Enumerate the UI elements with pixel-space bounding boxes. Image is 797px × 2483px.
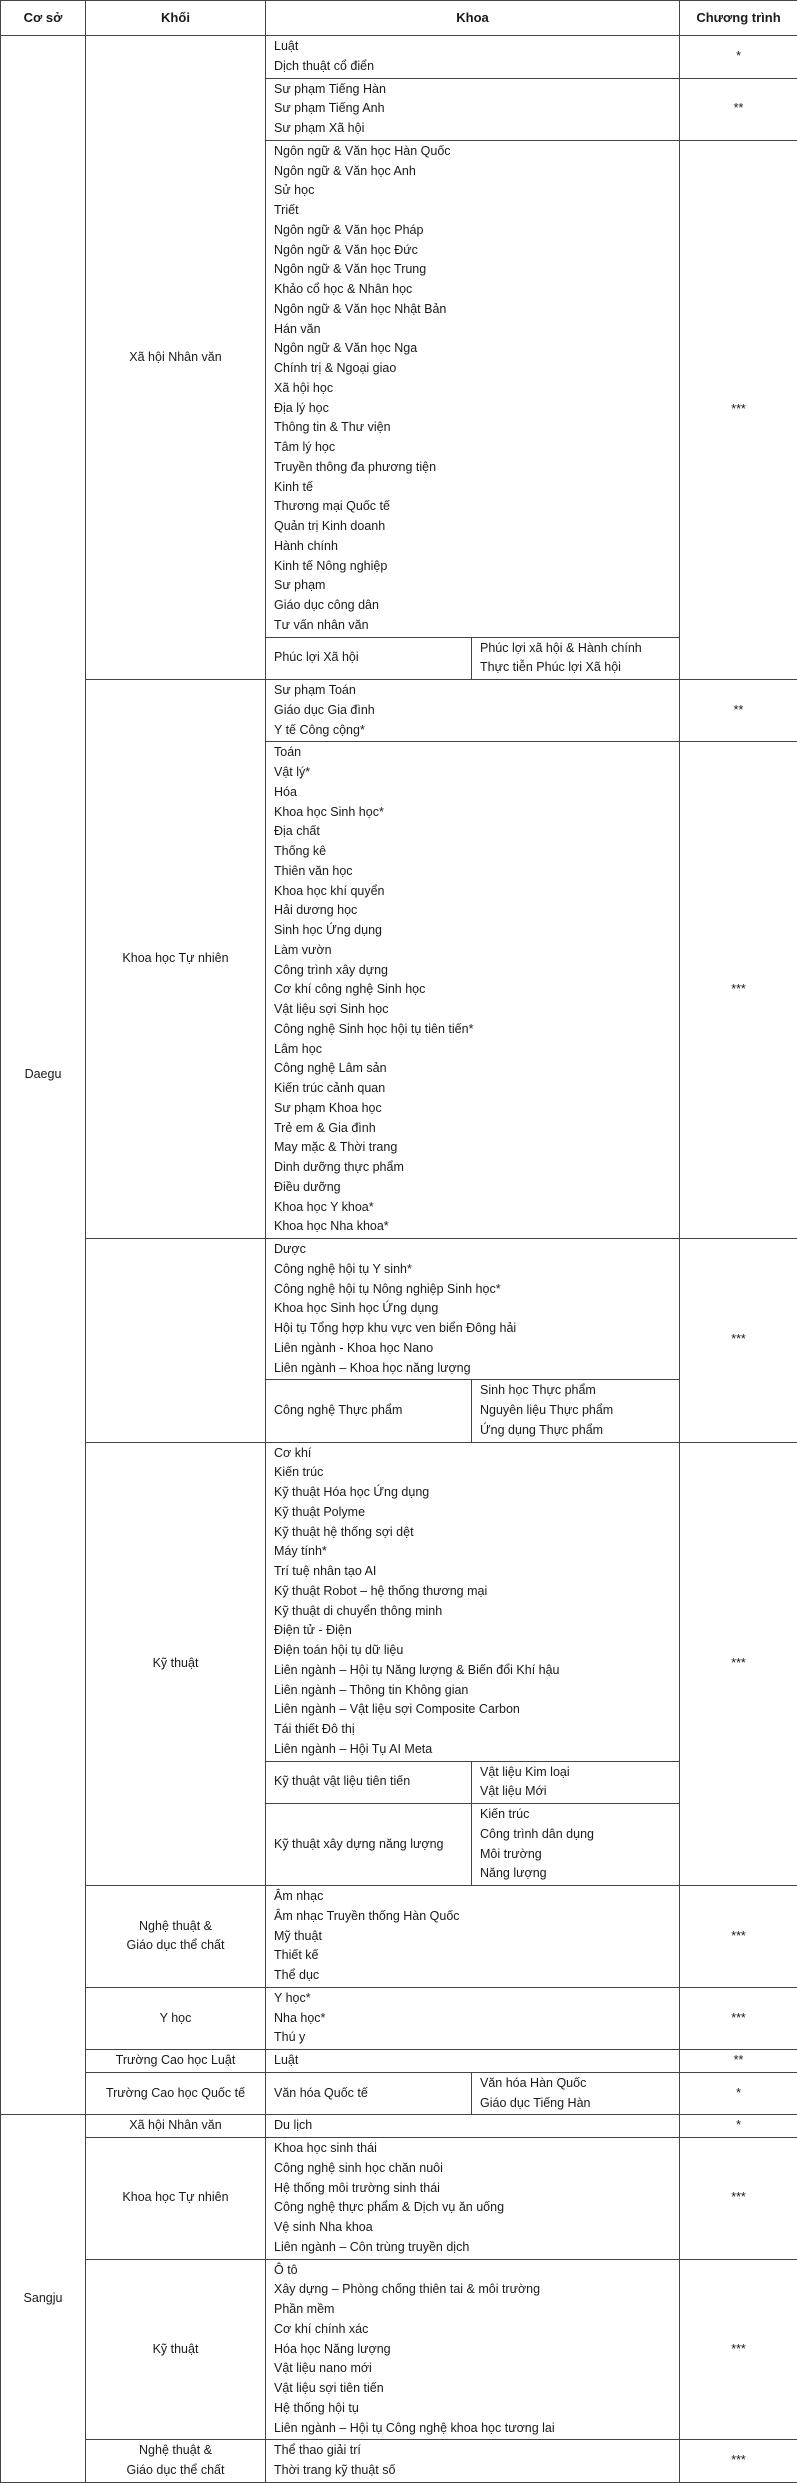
faculty-name: Liên ngành – Hội tụ Năng lượng & Biến đổi Khí hậu [274,1661,679,1681]
faculty-name: Xã hội học [274,379,679,399]
faculty-cell [266,1886,680,1988]
faculty-name: Y học* [274,1989,679,2009]
faculty-name: Tâm lý học [274,438,679,458]
faculty-cell [266,2115,680,2138]
sub-faculty-name: Năng lượng [480,1864,679,1884]
table-row [1,2050,797,2073]
division-cell [86,1442,266,1886]
division-cell [86,2138,266,2260]
division-cell [86,2440,266,2483]
faculty-name: Địa lý học [274,399,679,419]
faculty-name: Công nghệ hội tụ Y sinh* [274,1260,679,1280]
sub-faculty-cell [472,1380,680,1442]
faculty-name: Giáo dục Gia đình [274,701,679,721]
program-cell: *** [680,2440,797,2483]
faculty-name: Phần mềm [274,2300,679,2320]
sub-faculty-name: Công trình dân dụng [480,1825,679,1845]
faculty-name: Công nghệ thực phẩm & Dịch vụ ăn uống [274,2198,679,2218]
program-cell: *** [680,1987,797,2049]
division-name: Giáo dục thể chất [86,2461,265,2481]
header-division: Khối [86,1,266,36]
sub-faculty-name: Thực tiễn Phúc lợi Xã hội [480,658,679,678]
faculty-cell [266,1239,680,1380]
faculty-cell [266,680,680,742]
faculty-name: Ngôn ngữ & Văn học Nhật Bản [274,300,679,320]
faculty-name: Khoa học Sinh học* [274,803,679,823]
faculty-name: Cơ khí [274,1444,679,1464]
header-program: Chương trình [680,1,797,36]
faculty-name: Hệ thống môi trường sinh thái [274,2179,679,2199]
faculty-name: Kỹ thuật Polyme [274,1503,679,1523]
program-cell: ** [680,78,797,140]
faculty-name: Liên ngành – Khoa học năng lượng [274,1359,679,1379]
sub-faculty-name: Ứng dụng Thực phẩm [480,1421,679,1441]
faculty-name: Tái thiết Đô thị [274,1720,679,1740]
division-name: Y học [86,2009,265,2029]
faculty-name: Ô tô [274,2261,679,2281]
table-row [1,1987,797,2049]
faculty-name: Quản trị Kinh doanh [274,517,679,537]
faculty-name: Địa chất [274,822,679,842]
faculty-name: Thể thao giải trí [274,2441,679,2461]
faculty-name: Sư phạm Xã hội [274,119,679,139]
faculty-cell [266,78,680,140]
sub-faculty-name: Nguyên liệu Thực phẩm [480,1401,679,1421]
faculty-name: Kỹ thuật Hóa học Ứng dụng [274,1483,679,1503]
faculty-name: Sinh học Ứng dụng [274,921,679,941]
division-name: Xã hội Nhân văn [86,348,265,368]
faculty-name: Thú y [274,2028,679,2048]
faculty-name: Khoa học sinh thái [274,2139,679,2159]
faculty-name: Điện tử - Điện [274,1621,679,1641]
faculty-name: Triết [274,201,679,221]
sub-faculty-name: Sinh học Thực phẩm [480,1381,679,1401]
division-cell [86,2050,266,2073]
faculty-name: Kiến trúc [274,1463,679,1483]
faculty-name: Sư phạm Tiếng Hàn [274,80,679,100]
faculty-name: Vật lý* [274,763,679,783]
program-cell: ** [680,2050,797,2073]
division-name: Xã hội Nhân văn [86,2116,265,2136]
faculty-name: Thời trang kỹ thuật số [274,2461,679,2481]
program-cell: *** [680,1886,797,1988]
faculty-name: Thiên văn học [274,862,679,882]
faculty-name: Sư phạm Toán [274,681,679,701]
table-body [1,36,797,2483]
division-cell [86,2259,266,2440]
table-row [1,2072,797,2115]
faculty-name: Công nghệ Lâm sản [274,1059,679,1079]
faculty-name: Dinh dưỡng thực phẩm [274,1158,679,1178]
faculty-name: Hội tụ Tổng hợp khu vực ven biển Đông hải [274,1319,679,1339]
faculty-name: Vật liệu sợi Sinh học [274,1000,679,1020]
table-row [1,1239,797,1380]
table-row [1,36,797,79]
program-cell: *** [680,1442,797,1886]
faculty-name: Ngôn ngữ & Văn học Đức [274,241,679,261]
faculty-name: Du lịch [274,2116,679,2136]
division-name: Kỹ thuật [86,1654,265,1674]
division-name: Trường Cao học Quốc tế [86,2084,265,2104]
header-row [1,1,797,36]
faculty-cell [266,2440,680,2483]
faculty-name: Kỹ thuật vật liệu tiên tiến [274,1772,471,1792]
faculty-cell [266,1380,472,1442]
program-cell: *** [680,2259,797,2440]
faculty-name: Y tế Công cộng* [274,721,679,741]
faculty-name: Luật [274,37,679,57]
campus-cell: Sangju [1,2115,86,2483]
program-cell: * [680,36,797,79]
faculty-name: Toán [274,743,679,763]
faculty-cell [266,1761,472,1804]
sub-faculty-cell [472,1761,680,1804]
faculty-name: Giáo dục công dân [274,596,679,616]
faculty-name: Cơ khí chính xác [274,2320,679,2340]
division-name: Nghệ thuật & [86,1917,265,1937]
faculty-cell [266,2072,472,2115]
header-faculty: Khoa [266,1,680,36]
faculty-name: Công nghệ Sinh học hội tụ tiên tiến* [274,1020,679,1040]
division-name: Kỹ thuật [86,2340,265,2360]
faculty-name: Hóa học Năng lượng [274,2340,679,2360]
table-row [1,2440,797,2483]
program-cell: ** [680,680,797,742]
faculty-name: Kỹ thuật hệ thống sợi dệt [274,1523,679,1543]
faculty-name: Trẻ em & Gia đình [274,1119,679,1139]
faculty-name: Điều dưỡng [274,1178,679,1198]
faculty-name: Kinh tế [274,478,679,498]
faculty-cell [266,2050,680,2073]
faculty-name: Văn hóa Quốc tế [274,2084,471,2104]
division-name: Nghệ thuật & [86,2441,265,2461]
faculty-name: Dược [274,1240,679,1260]
faculty-name: Dịch thuật cổ điển [274,57,679,77]
faculty-name: Ngôn ngữ & Văn học Hàn Quốc [274,142,679,162]
sub-faculty-name: Vật liệu Mới [480,1782,679,1802]
program-cell: *** [680,140,797,679]
program-cell: * [680,2072,797,2115]
faculty-name: Sư phạm Khoa học [274,1099,679,1119]
faculty-name: Ngôn ngữ & Văn học Anh [274,162,679,182]
faculty-name: Lâm học [274,1040,679,1060]
faculty-name: Sư phạm [274,576,679,596]
division-cell [86,2115,266,2138]
faculty-name: Liên ngành – Hội Tụ AI Meta [274,1740,679,1760]
faculty-name: Vệ sinh Nha khoa [274,2218,679,2238]
faculty-cell [266,36,680,79]
faculty-name: Chính trị & Ngoại giao [274,359,679,379]
faculty-name: Phúc lợi Xã hội [274,648,471,668]
faculty-name: Thể dục [274,1966,679,1986]
faculty-name: Ngôn ngữ & Văn học Nga [274,339,679,359]
faculty-name: Công nghệ Thực phẩm [274,1401,471,1421]
faculty-name: Ngôn ngữ & Văn học Trung [274,260,679,280]
faculty-name: Khoa học Sinh học Ứng dụng [274,1299,679,1319]
faculty-name: Kiến trúc cảnh quan [274,1079,679,1099]
faculty-name: Khoa học Y khoa* [274,1198,679,1218]
division-cell [86,2072,266,2115]
program-cell: *** [680,742,797,1239]
program-cell: *** [680,1239,797,1443]
faculty-name: Xây dựng – Phòng chống thiên tai & môi trường [274,2280,679,2300]
sub-faculty-cell [472,637,680,680]
faculty-name: Cơ khí công nghệ Sinh học [274,980,679,1000]
faculty-name: Hải dương học [274,901,679,921]
sub-faculty-name: Kiến trúc [480,1805,679,1825]
faculty-cell [266,2259,680,2440]
table-row [1,1442,797,1761]
faculty-name: Làm vườn [274,941,679,961]
faculty-name: Liên ngành - Khoa học Nano [274,1339,679,1359]
faculty-name: Máy tính* [274,1542,679,1562]
faculty-name: Điện toán hội tụ dữ liệu [274,1641,679,1661]
faculty-name: Kỹ thuật di chuyển thông minh [274,1602,679,1622]
table-row [1,680,797,742]
faculty-name: Khoa học khí quyển [274,882,679,902]
faculty-name: Thiết kế [274,1946,679,1966]
faculty-name: May mặc & Thời trang [274,1138,679,1158]
faculty-name: Hán văn [274,320,679,340]
sub-faculty-name: Giáo dục Tiếng Hàn [480,2094,679,2114]
faculty-name: Luật [274,2051,679,2071]
faculty-name: Nha học* [274,2009,679,2029]
faculty-name: Kinh tế Nông nghiệp [274,557,679,577]
faculty-name: Liên ngành – Vật liệu sợi Composite Carbon [274,1700,679,1720]
faculty-name: Kỹ thuật Robot – hệ thống thương mại [274,1582,679,1602]
faculty-name: Vật liệu nano mới [274,2359,679,2379]
faculty-name: Liên ngành – Côn trùng truyền dịch [274,2238,679,2258]
faculty-name: Công nghệ sinh học chăn nuôi [274,2159,679,2179]
sub-faculty-cell [472,1804,680,1886]
faculty-cell [266,1442,680,1761]
program-cell: * [680,2115,797,2138]
faculty-cell [266,742,680,1239]
faculty-cell [266,1987,680,2049]
table-row [1,1886,797,1988]
faculty-name: Truyền thông đa phương tiện [274,458,679,478]
faculty-name: Trí tuệ nhân tạo AI [274,1562,679,1582]
faculty-name: Hóa [274,783,679,803]
division-name: Khoa học Tự nhiên [86,2188,265,2208]
table-row [1,2138,797,2260]
faculty-name: Âm nhạc Truyền thống Hàn Quốc [274,1907,679,1927]
sub-faculty-cell [472,2072,680,2115]
division-cell [86,1886,266,1988]
faculty-name: Thống kê [274,842,679,862]
faculty-name: Sư phạm Tiếng Anh [274,99,679,119]
faculty-name: Ngôn ngữ & Văn học Pháp [274,221,679,241]
faculty-name: Mỹ thuật [274,1927,679,1947]
header-campus: Cơ sở [1,1,86,36]
faculty-name: Hành chính [274,537,679,557]
sub-faculty-name: Phúc lợi xã hội & Hành chính [480,639,679,659]
faculty-name: Thương mại Quốc tế [274,497,679,517]
faculty-name: Thông tin & Thư viện [274,418,679,438]
faculty-cell [266,2138,680,2260]
division-name: Trường Cao học Luật [86,2051,265,2071]
faculty-name: Liên ngành – Hội tụ Công nghệ khoa học tương lai [274,2419,679,2439]
division-cell [86,680,266,1239]
division-cell [86,1239,266,1443]
faculty-cell [266,1804,472,1886]
faculty-name: Công trình xây dựng [274,961,679,981]
sub-faculty-name: Văn hóa Hàn Quốc [480,2074,679,2094]
faculty-name: Hệ thống hội tụ [274,2399,679,2419]
campus-cell: Daegu [1,36,86,2115]
faculty-cell [266,637,472,680]
sub-faculty-name: Vật liệu Kim loại [480,1763,679,1783]
program-cell: *** [680,2138,797,2260]
faculty-name: Tư vấn nhân văn [274,616,679,636]
faculty-name: Sử học [274,181,679,201]
division-name: Giáo dục thể chất [86,1936,265,1956]
division-cell [86,1987,266,2049]
faculty-name: Kỹ thuật xây dựng năng lượng [274,1835,471,1855]
faculty-name: Công nghệ hội tụ Nông nghiệp Sinh học* [274,1280,679,1300]
division-cell [86,36,266,680]
faculty-name: Khoa học Nha khoa* [274,1217,679,1237]
division-name: Khoa học Tự nhiên [86,949,265,969]
table-row [1,2115,797,2138]
faculty-cell [266,140,680,637]
faculty-name: Âm nhạc [274,1887,679,1907]
faculty-name: Vật liệu sợi tiên tiến [274,2379,679,2399]
faculty-name: Liên ngành – Thông tin Không gian [274,1681,679,1701]
sub-faculty-name: Môi trường [480,1845,679,1865]
table-row [1,2259,797,2440]
faculty-name: Khảo cổ học & Nhân học [274,280,679,300]
